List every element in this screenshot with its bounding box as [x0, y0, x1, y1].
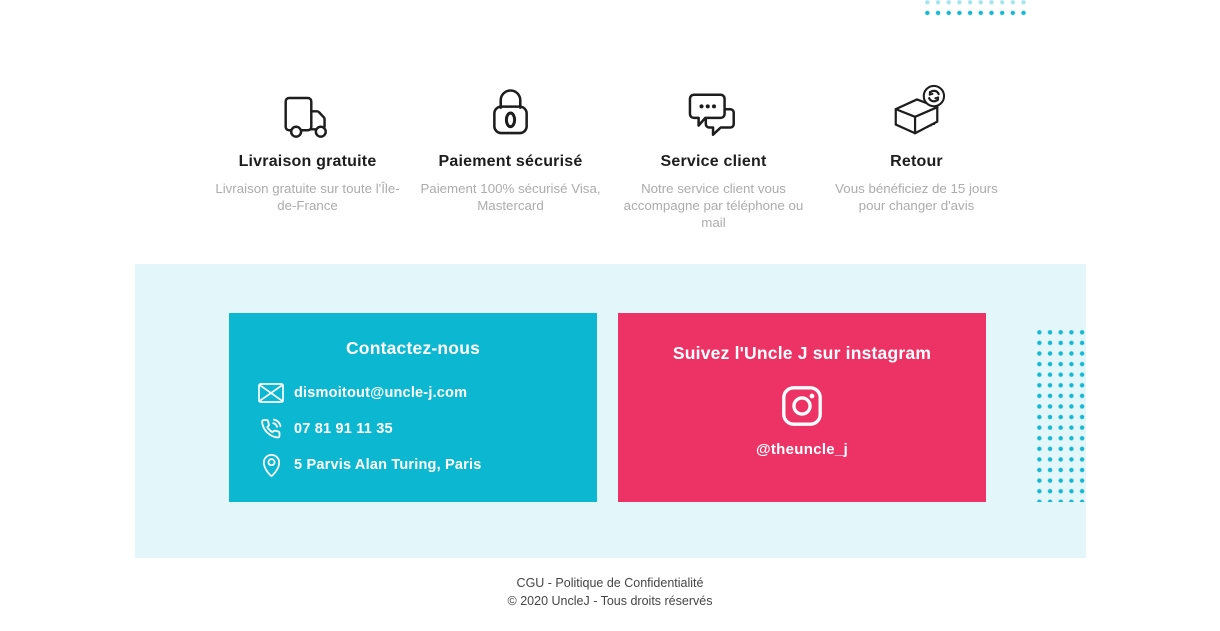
- lock-icon: [409, 78, 612, 140]
- feature-title: Livraison gratuite: [238, 153, 377, 170]
- feature-description: Notre service client vous accompagne par téléphone ou mail: [623, 181, 804, 230]
- footer-copyright: © 2020 UncleJ - Tous droits réservés: [507, 593, 713, 608]
- contact-address-text: 5 Parvis Alan Turing, Paris: [294, 457, 482, 473]
- feature-title: Retour: [890, 153, 943, 170]
- contact-address-link[interactable]: [256, 450, 597, 480]
- feature-customer-service: [612, 78, 815, 231]
- contact-email-text: dismoitout@uncle-j.com: [294, 385, 468, 401]
- contact-email-link[interactable]: [256, 378, 597, 408]
- map-pin-icon: [256, 452, 286, 478]
- feature-title: Paiement sécurisé: [438, 153, 583, 170]
- feature-description: Vous bénéficiez de 15 jours pour changer d'avis: [835, 181, 998, 213]
- envelope-icon: [256, 383, 286, 403]
- truck-icon: [206, 78, 409, 140]
- instagram-card-title: Suivez l'Uncle J sur instagram: [672, 343, 932, 363]
- feature-title: Service client: [660, 153, 767, 170]
- dots-pattern-top: [920, 0, 1030, 21]
- feature-description: Paiement 100% sécurisé Visa, Mastercard: [420, 181, 601, 213]
- box-return-icon: [815, 78, 1018, 140]
- feature-description: Livraison gratuite sur toute l'Île-de-France: [215, 181, 400, 213]
- phone-icon: [256, 417, 286, 441]
- feature-free-delivery: [206, 78, 409, 231]
- contact-card-title: Contactez-nous: [345, 338, 481, 358]
- contact-band: [135, 264, 1086, 558]
- chat-bubbles-icon: [612, 78, 815, 140]
- dots-pattern-side: [1032, 325, 1088, 502]
- instagram-card: [618, 313, 986, 502]
- contact-rows: [256, 378, 597, 480]
- contact-phone-text: 07 81 91 11 35: [294, 421, 393, 437]
- contact-phone-link[interactable]: [256, 414, 597, 444]
- feature-returns: [815, 78, 1018, 231]
- footer-legal: [0, 575, 1220, 610]
- feature-secure-payment: [409, 78, 612, 231]
- contact-card: [229, 313, 597, 502]
- features-row: [206, 78, 1018, 231]
- instagram-icon[interactable]: [781, 385, 823, 427]
- instagram-handle-link[interactable]: @theuncle_j: [755, 441, 849, 458]
- footer-links[interactable]: CGU - Politique de Confidentialité: [516, 576, 704, 590]
